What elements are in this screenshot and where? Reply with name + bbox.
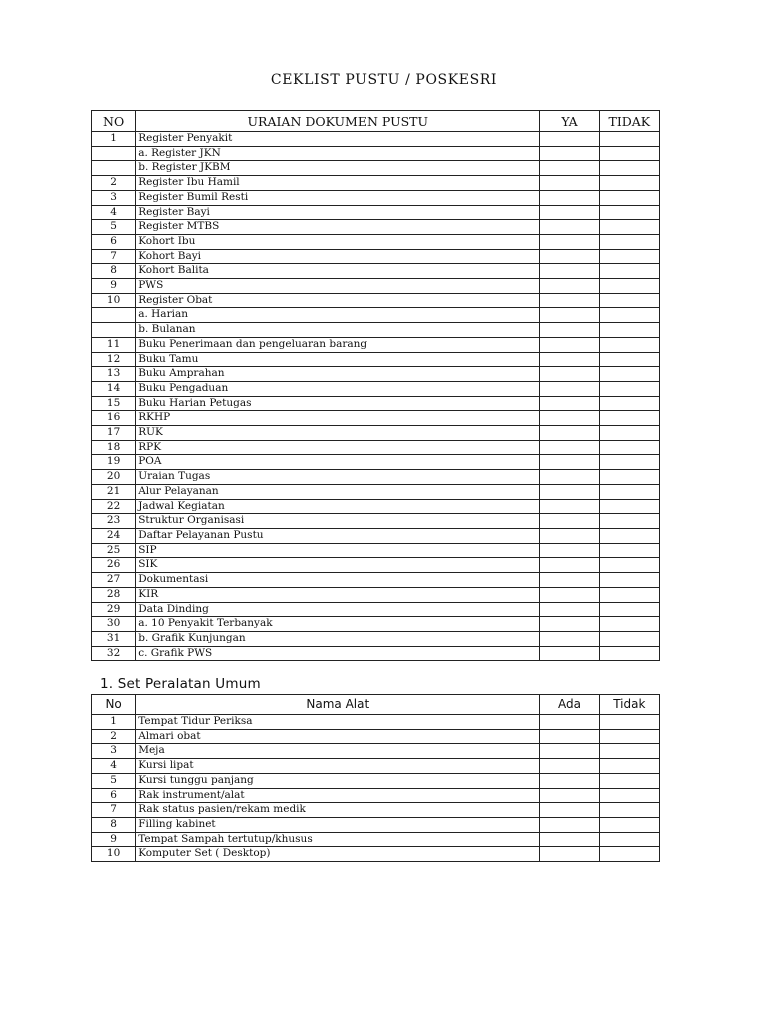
table-row bbox=[92, 264, 660, 279]
check-cell-yes[interactable] bbox=[540, 234, 599, 249]
row-number: 23 bbox=[92, 514, 136, 529]
row-item: Tempat Tidur Periksa bbox=[136, 715, 540, 730]
check-cell-yes[interactable] bbox=[540, 587, 599, 602]
check-cell-yes[interactable] bbox=[540, 788, 599, 803]
row-item: Dokumentasi bbox=[136, 573, 540, 588]
check-cell-no[interactable] bbox=[599, 514, 659, 529]
row-item: Filling kabinet bbox=[136, 817, 540, 832]
check-cell-no[interactable] bbox=[599, 715, 659, 730]
check-cell-yes[interactable] bbox=[540, 146, 599, 161]
table-row bbox=[92, 146, 660, 161]
row-item: b. Register JKBM bbox=[136, 161, 540, 176]
table-row bbox=[92, 426, 660, 441]
check-cell-yes[interactable] bbox=[540, 308, 599, 323]
row-item: a. Register JKN bbox=[136, 146, 540, 161]
table-row bbox=[92, 411, 660, 426]
row-number: 21 bbox=[92, 484, 136, 499]
check-cell-yes[interactable] bbox=[540, 367, 599, 382]
check-cell-no[interactable] bbox=[599, 558, 659, 573]
row-number bbox=[92, 161, 136, 176]
check-cell-yes[interactable] bbox=[540, 514, 599, 529]
check-cell-no[interactable] bbox=[599, 528, 659, 543]
row-number: 19 bbox=[92, 455, 136, 470]
check-cell-yes[interactable] bbox=[540, 470, 599, 485]
row-number: 32 bbox=[92, 646, 136, 661]
row-number: 4 bbox=[92, 205, 136, 220]
table-header-row bbox=[92, 111, 660, 132]
check-cell-no[interactable] bbox=[599, 146, 659, 161]
header-item: URAIAN DOKUMEN PUSTU bbox=[136, 111, 540, 132]
check-cell-no[interactable] bbox=[599, 847, 659, 862]
check-cell-yes[interactable] bbox=[540, 744, 599, 759]
table-row bbox=[92, 381, 660, 396]
row-number: 10 bbox=[92, 293, 136, 308]
row-item: RKHP bbox=[136, 411, 540, 426]
check-cell-yes[interactable] bbox=[540, 249, 599, 264]
header-ya: YA bbox=[540, 111, 599, 132]
check-cell-no[interactable] bbox=[599, 352, 659, 367]
check-cell-yes[interactable] bbox=[540, 558, 599, 573]
table-row bbox=[92, 744, 660, 759]
check-cell-yes[interactable] bbox=[540, 602, 599, 617]
row-number: 16 bbox=[92, 411, 136, 426]
page-title: CEKLIST PUSTU / POSKESRI bbox=[270, 72, 498, 88]
row-number: 27 bbox=[92, 573, 136, 588]
table-row bbox=[92, 484, 660, 499]
check-cell-no[interactable] bbox=[599, 573, 659, 588]
row-number: 11 bbox=[92, 337, 136, 352]
row-number: 20 bbox=[92, 470, 136, 485]
table-row bbox=[92, 803, 660, 818]
row-item: Data Dinding bbox=[136, 602, 540, 617]
check-cell-yes[interactable] bbox=[540, 411, 599, 426]
check-cell-no[interactable] bbox=[599, 220, 659, 235]
row-number: 6 bbox=[92, 788, 136, 803]
table-row bbox=[92, 176, 660, 191]
check-cell-yes[interactable] bbox=[540, 631, 599, 646]
equipment-checklist-table bbox=[91, 694, 660, 862]
check-cell-no[interactable] bbox=[599, 631, 659, 646]
row-number: 15 bbox=[92, 396, 136, 411]
check-cell-no[interactable] bbox=[599, 234, 659, 249]
row-number: 9 bbox=[92, 832, 136, 847]
check-cell-yes[interactable] bbox=[540, 528, 599, 543]
check-cell-yes[interactable] bbox=[540, 847, 599, 862]
row-item: Buku Pengaduan bbox=[136, 381, 540, 396]
row-number: 3 bbox=[92, 744, 136, 759]
check-cell-yes[interactable] bbox=[540, 381, 599, 396]
row-item: SIK bbox=[136, 558, 540, 573]
table-row bbox=[92, 499, 660, 514]
row-number: 14 bbox=[92, 381, 136, 396]
check-cell-no[interactable] bbox=[599, 176, 659, 191]
row-number: 29 bbox=[92, 602, 136, 617]
check-cell-yes[interactable] bbox=[540, 161, 599, 176]
row-item: Rak instrument/alat bbox=[136, 788, 540, 803]
check-cell-yes[interactable] bbox=[540, 279, 599, 294]
row-number: 4 bbox=[92, 759, 136, 774]
check-cell-no[interactable] bbox=[599, 744, 659, 759]
header-no: NO bbox=[92, 111, 136, 132]
check-cell-yes[interactable] bbox=[540, 715, 599, 730]
check-cell-yes[interactable] bbox=[540, 264, 599, 279]
row-item: Uraian Tugas bbox=[136, 470, 540, 485]
table-row bbox=[92, 729, 660, 744]
row-item: Kohort Bayi bbox=[136, 249, 540, 264]
header-tidak: TIDAK bbox=[599, 111, 659, 132]
row-item: Kursi lipat bbox=[136, 759, 540, 774]
row-number: 8 bbox=[92, 817, 136, 832]
row-item: Register Ibu Hamil bbox=[136, 176, 540, 191]
check-cell-no[interactable] bbox=[599, 161, 659, 176]
row-item: Jadwal Kegiatan bbox=[136, 499, 540, 514]
row-number: 7 bbox=[92, 803, 136, 818]
row-number: 7 bbox=[92, 249, 136, 264]
check-cell-yes[interactable] bbox=[540, 205, 599, 220]
table-row bbox=[92, 631, 660, 646]
row-number: 24 bbox=[92, 528, 136, 543]
check-cell-no[interactable] bbox=[599, 817, 659, 832]
check-cell-no[interactable] bbox=[599, 470, 659, 485]
check-cell-yes[interactable] bbox=[540, 352, 599, 367]
check-cell-no[interactable] bbox=[599, 308, 659, 323]
row-item: Register MTBS bbox=[136, 220, 540, 235]
row-item: Kohort Ibu bbox=[136, 234, 540, 249]
equipment-checklist-body bbox=[92, 715, 660, 862]
table-row bbox=[92, 396, 660, 411]
row-number: 2 bbox=[92, 729, 136, 744]
row-item: Buku Harian Petugas bbox=[136, 396, 540, 411]
check-cell-no[interactable] bbox=[599, 426, 659, 441]
row-number: 5 bbox=[92, 220, 136, 235]
row-item: Meja bbox=[136, 744, 540, 759]
section-heading: 1. Set Peralatan Umum bbox=[100, 676, 261, 692]
row-number: 31 bbox=[92, 631, 136, 646]
header-ada: Ada bbox=[540, 695, 599, 715]
check-cell-no[interactable] bbox=[599, 587, 659, 602]
table-row bbox=[92, 190, 660, 205]
check-cell-yes[interactable] bbox=[540, 543, 599, 558]
row-number: 12 bbox=[92, 352, 136, 367]
check-cell-yes[interactable] bbox=[540, 337, 599, 352]
table-row bbox=[92, 352, 660, 367]
check-cell-no[interactable] bbox=[599, 293, 659, 308]
check-cell-yes[interactable] bbox=[540, 426, 599, 441]
table-row bbox=[92, 440, 660, 455]
table-row bbox=[92, 587, 660, 602]
table-row bbox=[92, 132, 660, 147]
table-header-row bbox=[92, 695, 660, 715]
check-cell-yes[interactable] bbox=[540, 646, 599, 661]
row-item: c. Grafik PWS bbox=[136, 646, 540, 661]
check-cell-no[interactable] bbox=[599, 499, 659, 514]
check-cell-yes[interactable] bbox=[540, 396, 599, 411]
row-number bbox=[92, 323, 136, 338]
check-cell-yes[interactable] bbox=[540, 190, 599, 205]
check-cell-no[interactable] bbox=[599, 788, 659, 803]
check-cell-yes[interactable] bbox=[540, 759, 599, 774]
check-cell-yes[interactable] bbox=[540, 499, 599, 514]
row-number: 18 bbox=[92, 440, 136, 455]
row-item: a. 10 Penyakit Terbanyak bbox=[136, 617, 540, 632]
row-number: 17 bbox=[92, 426, 136, 441]
check-cell-no[interactable] bbox=[599, 646, 659, 661]
row-item: Almari obat bbox=[136, 729, 540, 744]
table-row bbox=[92, 514, 660, 529]
row-number: 2 bbox=[92, 176, 136, 191]
table-row bbox=[92, 817, 660, 832]
table-row bbox=[92, 715, 660, 730]
check-cell-yes[interactable] bbox=[540, 617, 599, 632]
check-cell-no[interactable] bbox=[599, 323, 659, 338]
check-cell-no[interactable] bbox=[599, 367, 659, 382]
row-number: 10 bbox=[92, 847, 136, 862]
table-row bbox=[92, 220, 660, 235]
check-cell-no[interactable] bbox=[599, 190, 659, 205]
check-cell-no[interactable] bbox=[599, 337, 659, 352]
table-row bbox=[92, 543, 660, 558]
document-checklist-body bbox=[92, 132, 660, 661]
check-cell-no[interactable] bbox=[599, 543, 659, 558]
check-cell-no[interactable] bbox=[599, 396, 659, 411]
check-cell-yes[interactable] bbox=[540, 803, 599, 818]
header-item: Nama Alat bbox=[136, 695, 540, 715]
check-cell-no[interactable] bbox=[599, 729, 659, 744]
check-cell-no[interactable] bbox=[599, 264, 659, 279]
table-row bbox=[92, 455, 660, 470]
row-number: 9 bbox=[92, 279, 136, 294]
row-item: Buku Tamu bbox=[136, 352, 540, 367]
table-row bbox=[92, 528, 660, 543]
row-number: 5 bbox=[92, 773, 136, 788]
check-cell-no[interactable] bbox=[599, 617, 659, 632]
row-number: 28 bbox=[92, 587, 136, 602]
table-row bbox=[92, 323, 660, 338]
table-row bbox=[92, 470, 660, 485]
table-row bbox=[92, 337, 660, 352]
check-cell-no[interactable] bbox=[599, 484, 659, 499]
row-item: POA bbox=[136, 455, 540, 470]
check-cell-yes[interactable] bbox=[540, 484, 599, 499]
row-item: RUK bbox=[136, 426, 540, 441]
check-cell-yes[interactable] bbox=[540, 293, 599, 308]
table-row bbox=[92, 573, 660, 588]
table-row bbox=[92, 279, 660, 294]
row-number: 26 bbox=[92, 558, 136, 573]
table-row bbox=[92, 602, 660, 617]
row-number: 3 bbox=[92, 190, 136, 205]
row-item: KIR bbox=[136, 587, 540, 602]
row-item: Buku Amprahan bbox=[136, 367, 540, 382]
table-row bbox=[92, 249, 660, 264]
header-tidak: Tidak bbox=[599, 695, 659, 715]
header-no: No bbox=[92, 695, 136, 715]
row-item: Kursi tunggu panjang bbox=[136, 773, 540, 788]
table-row bbox=[92, 788, 660, 803]
check-cell-yes[interactable] bbox=[540, 176, 599, 191]
table-row bbox=[92, 234, 660, 249]
row-item: Struktur Organisasi bbox=[136, 514, 540, 529]
check-cell-no[interactable] bbox=[599, 205, 659, 220]
check-cell-no[interactable] bbox=[599, 759, 659, 774]
row-number: 8 bbox=[92, 264, 136, 279]
row-number bbox=[92, 146, 136, 161]
check-cell-yes[interactable] bbox=[540, 455, 599, 470]
row-item: a. Harian bbox=[136, 308, 540, 323]
row-item: Register Bumil Resti bbox=[136, 190, 540, 205]
table-row bbox=[92, 773, 660, 788]
row-item: Register Bayi bbox=[136, 205, 540, 220]
row-item: b. Bulanan bbox=[136, 323, 540, 338]
row-item: Buku Penerimaan dan pengeluaran barang bbox=[136, 337, 540, 352]
table-row bbox=[92, 367, 660, 382]
row-item: Register Penyakit bbox=[136, 132, 540, 147]
check-cell-yes[interactable] bbox=[540, 132, 599, 147]
table-row bbox=[92, 832, 660, 847]
row-number: 30 bbox=[92, 617, 136, 632]
table-row bbox=[92, 161, 660, 176]
row-item: SIP bbox=[136, 543, 540, 558]
check-cell-yes[interactable] bbox=[540, 440, 599, 455]
row-item: Komputer Set ( Desktop) bbox=[136, 847, 540, 862]
table-row bbox=[92, 617, 660, 632]
row-number: 13 bbox=[92, 367, 136, 382]
document-checklist-table bbox=[91, 110, 660, 661]
check-cell-yes[interactable] bbox=[540, 832, 599, 847]
row-item: Register Obat bbox=[136, 293, 540, 308]
row-number: 22 bbox=[92, 499, 136, 514]
check-cell-yes[interactable] bbox=[540, 220, 599, 235]
check-cell-yes[interactable] bbox=[540, 323, 599, 338]
row-item: Rak status pasien/rekam medik bbox=[136, 803, 540, 818]
row-number: 1 bbox=[92, 715, 136, 730]
check-cell-no[interactable] bbox=[599, 803, 659, 818]
row-item: RPK bbox=[136, 440, 540, 455]
row-item: Kohort Balita bbox=[136, 264, 540, 279]
row-number: 1 bbox=[92, 132, 136, 147]
check-cell-no[interactable] bbox=[599, 832, 659, 847]
check-cell-yes[interactable] bbox=[540, 773, 599, 788]
check-cell-no[interactable] bbox=[599, 455, 659, 470]
check-cell-no[interactable] bbox=[599, 440, 659, 455]
check-cell-no[interactable] bbox=[599, 381, 659, 396]
row-item: Alur Pelayanan bbox=[136, 484, 540, 499]
check-cell-no[interactable] bbox=[599, 249, 659, 264]
check-cell-yes[interactable] bbox=[540, 817, 599, 832]
row-number: 6 bbox=[92, 234, 136, 249]
table-row bbox=[92, 205, 660, 220]
check-cell-no[interactable] bbox=[599, 132, 659, 147]
check-cell-yes[interactable] bbox=[540, 729, 599, 744]
check-cell-no[interactable] bbox=[599, 773, 659, 788]
check-cell-no[interactable] bbox=[599, 411, 659, 426]
table-row bbox=[92, 759, 660, 774]
table-row bbox=[92, 847, 660, 862]
check-cell-yes[interactable] bbox=[540, 573, 599, 588]
row-item: b. Grafik Kunjungan bbox=[136, 631, 540, 646]
table-row bbox=[92, 308, 660, 323]
check-cell-no[interactable] bbox=[599, 602, 659, 617]
check-cell-no[interactable] bbox=[599, 279, 659, 294]
row-item: PWS bbox=[136, 279, 540, 294]
row-number: 25 bbox=[92, 543, 136, 558]
table-row bbox=[92, 558, 660, 573]
table-row bbox=[92, 646, 660, 661]
row-number bbox=[92, 308, 136, 323]
row-item: Daftar Pelayanan Pustu bbox=[136, 528, 540, 543]
table-row bbox=[92, 293, 660, 308]
row-item: Tempat Sampah tertutup/khusus bbox=[136, 832, 540, 847]
